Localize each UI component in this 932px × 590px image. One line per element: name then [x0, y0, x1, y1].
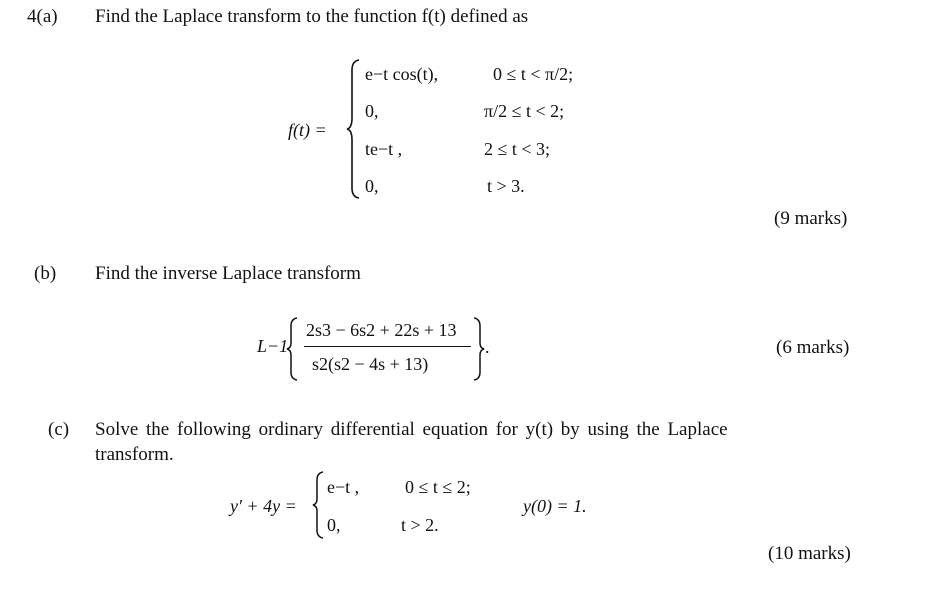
- fraction-bar: [304, 346, 471, 347]
- ode-case-expr-1: e−t ,: [327, 477, 360, 497]
- part-c-label: (c): [48, 419, 70, 440]
- left-curly-brace: [285, 316, 299, 382]
- fraction-numerator: 2s3 − 6s2 + 22s + 13: [306, 320, 457, 340]
- case-cond-1: 0 ≤ t < π/2;: [493, 64, 574, 84]
- ode-left-brace: [311, 470, 325, 540]
- ode-case-expr-2: 0,: [327, 515, 341, 535]
- case-cond-3: 2 ≤ t < 3;: [484, 139, 551, 159]
- initial-condition: y(0) = 1.: [523, 496, 587, 516]
- case-expr-2: 0,: [365, 101, 379, 121]
- right-curly-brace: [472, 316, 486, 382]
- left-brace: [345, 58, 361, 200]
- inverse-laplace-operator: L−1: [257, 336, 289, 356]
- part-b-label: (b): [34, 263, 57, 284]
- question-4a-prompt: Find the Laplace transform to the function f(t) defined as: [95, 6, 529, 27]
- question-4b-prompt: Find the inverse Laplace transform: [95, 263, 361, 284]
- case-cond-4: t > 3.: [487, 176, 525, 196]
- case-expr-1: e−t cos(t),: [365, 64, 439, 84]
- trailing-period: .: [485, 337, 490, 357]
- question-number: 4(a): [27, 6, 58, 27]
- question-4c-prompt-line2: transform.: [95, 444, 174, 465]
- ode-lhs: y′ + 4y =: [230, 496, 297, 516]
- ode-case-cond-1: 0 ≤ t ≤ 2;: [405, 477, 471, 497]
- marks-4b: (6 marks): [776, 337, 850, 358]
- case-cond-2: π/2 ≤ t < 2;: [484, 101, 565, 121]
- question-4c-prompt-line1: Solve the following ordinary differential equation for y(t) by using the Laplace: [95, 419, 728, 440]
- marks-4c: (10 marks): [768, 543, 851, 564]
- marks-4a: (9 marks): [774, 208, 848, 229]
- case-expr-3: te−t ,: [365, 139, 403, 159]
- case-expr-4: 0,: [365, 176, 379, 196]
- function-lhs: f(t) =: [288, 120, 327, 140]
- ode-case-cond-2: t > 2.: [401, 515, 439, 535]
- fraction-denominator: s2(s2 − 4s + 13): [312, 354, 429, 374]
